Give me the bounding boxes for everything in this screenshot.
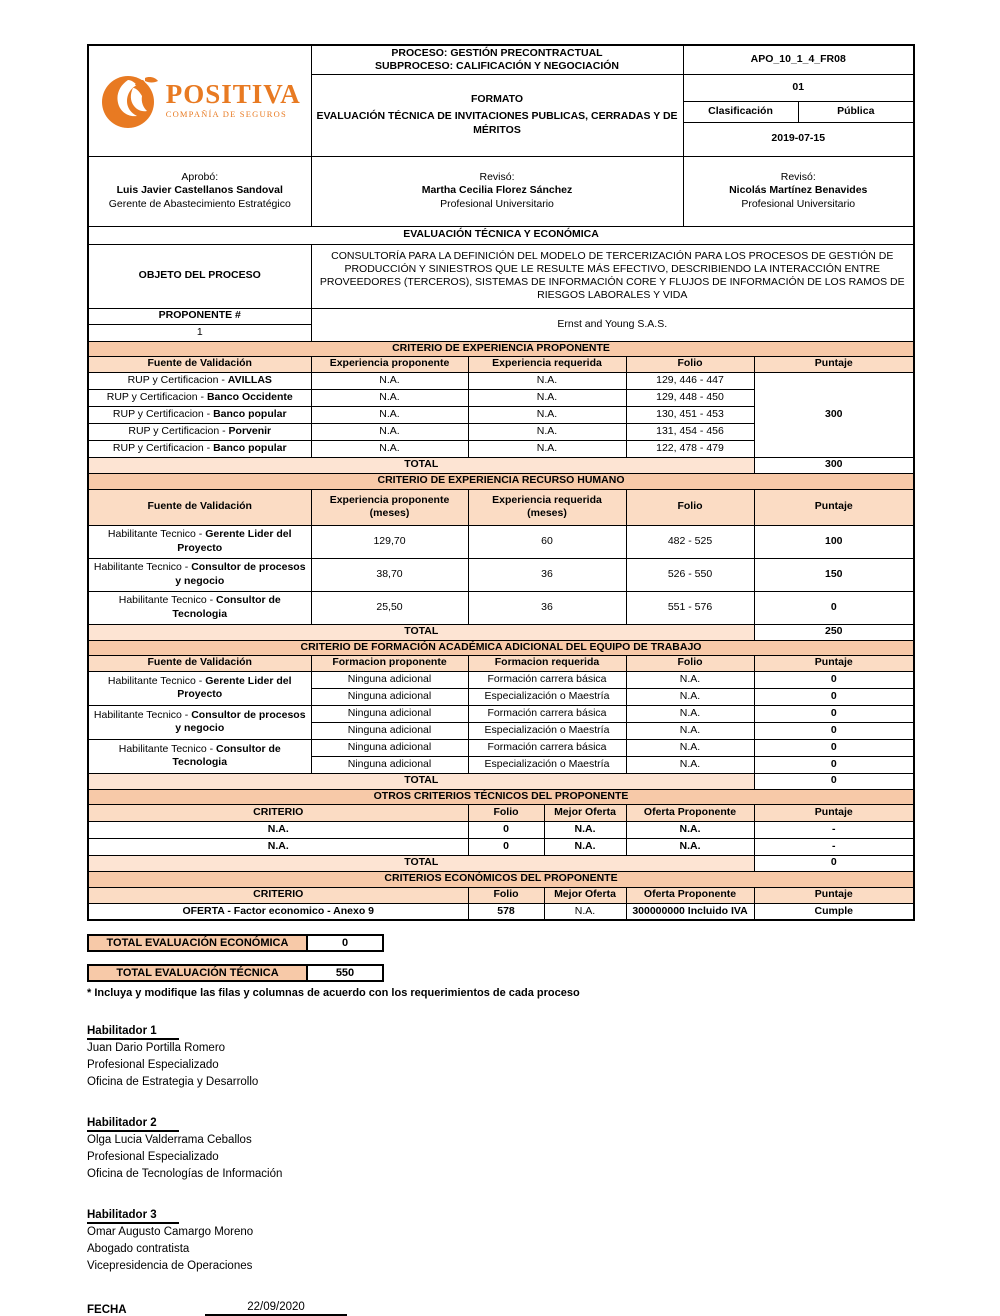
total-label: TOTAL xyxy=(88,855,754,871)
format-version: 01 xyxy=(683,74,914,101)
total-tecnica-label: TOTAL EVALUACIÓN TÉCNICA xyxy=(87,964,308,982)
footnote: * Incluya y modifique las filas y columnas de acuerdo con los requerimientos de cada proceso xyxy=(87,987,580,999)
fuente-prefix: Habilitante Tecnico - xyxy=(107,528,206,541)
total-tecnica-row xyxy=(87,964,913,982)
fuente-cell xyxy=(88,406,311,423)
exp-prop-cell: N.A. xyxy=(311,440,468,457)
puntaje-merged-cell: 300 xyxy=(754,372,914,457)
fuente-bold: Consultor de procesos y negocio xyxy=(175,708,306,734)
fuente-bold: Banco popular xyxy=(213,407,287,420)
proponente-label: PROPONENTE # xyxy=(88,308,311,324)
fuente-bold: Porvenir xyxy=(228,424,272,437)
fuente-cell xyxy=(88,671,311,705)
total-economica-row xyxy=(87,934,913,952)
folio-cell: 122, 478 - 479 xyxy=(626,440,754,457)
exp-req-cell: 36 xyxy=(468,558,626,591)
formacion-prop-cell: Ninguna adicional xyxy=(311,756,468,773)
column-header: Experiencia proponente (meses) xyxy=(311,489,468,525)
folio-cell: 0 xyxy=(468,821,544,838)
signature-title: Gerente de Abastecimiento Estratégico xyxy=(108,197,291,210)
fuente-prefix: Habilitante Tecnico - xyxy=(118,742,217,755)
puntaje-cell: 150 xyxy=(754,558,914,591)
mejor-oferta-cell: N.A. xyxy=(544,838,626,855)
column-header: Oferta Proponente xyxy=(626,804,754,821)
column-header: Fuente de Validación xyxy=(88,356,311,372)
folio-cell: 130, 451 - 453 xyxy=(626,406,754,423)
format-title-cell xyxy=(311,74,683,156)
folio-cell: 482 - 525 xyxy=(626,525,754,558)
folio-cell: 129, 446 - 447 xyxy=(626,372,754,389)
column-header: Fuente de Validación xyxy=(88,489,311,525)
habilitador-title: Profesional Especializado xyxy=(87,1059,219,1071)
total-value: 0 xyxy=(754,855,914,871)
logo-cell xyxy=(88,45,311,156)
habilitador-title: Abogado contratista xyxy=(87,1243,190,1255)
section-exp-proponente: CRITERIO DE EXPERIENCIA PROPONENTE xyxy=(88,341,914,356)
exp-req-cell: N.A. xyxy=(468,423,626,440)
folio-cell: 551 - 576 xyxy=(626,591,754,624)
brand-name: POSITIVA xyxy=(165,79,301,110)
fuente-prefix: Habilitante Tecnico - xyxy=(118,594,217,607)
fuente-bold: Consultor de procesos y negocio xyxy=(175,561,306,587)
fuente-prefix: RUP y Certificacion - xyxy=(106,390,207,403)
formacion-prop-cell: Ninguna adicional xyxy=(311,739,468,756)
signature-role: Revisó: xyxy=(780,171,816,184)
fecha-label: FECHA xyxy=(87,1304,127,1316)
signature-name: Nicolás Martínez Benavides xyxy=(729,184,868,197)
fuente-bold: Consultor de Tecnologia xyxy=(172,742,281,768)
format-date: 2019-07-15 xyxy=(683,122,914,156)
column-header: Puntaje xyxy=(754,887,914,903)
puntaje-cell: 0 xyxy=(754,671,914,688)
fuente-cell xyxy=(88,440,311,457)
total-economica-label: TOTAL EVALUACIÓN ECONÓMICA xyxy=(87,934,308,952)
oferta-proponente-cell: N.A. xyxy=(626,821,754,838)
total-tecnica-value: 550 xyxy=(308,964,384,982)
column-header: Puntaje xyxy=(754,655,914,671)
exp-prop-cell: N.A. xyxy=(311,406,468,423)
total-label: TOTAL xyxy=(88,624,754,640)
fuente-cell xyxy=(88,558,311,591)
signature-role: Aprobó: xyxy=(181,171,219,184)
total-value: 300 xyxy=(754,457,914,473)
signature-aprobo xyxy=(88,156,311,226)
column-header: Folio xyxy=(468,887,544,903)
folio-cell: 578 xyxy=(468,903,544,920)
habilitador-block xyxy=(87,1205,913,1275)
signature-name: Martha Cecilia Florez Sánchez xyxy=(421,184,573,197)
column-header: Experiencia proponente xyxy=(311,356,468,372)
column-header: Puntaje xyxy=(754,804,914,821)
puntaje-cell: - xyxy=(754,821,914,838)
habilitador-block xyxy=(87,1113,913,1183)
folio-cell: N.A. xyxy=(626,739,754,756)
section-economicos: CRITERIOS ECONÓMICOS DEL PROPONENTE xyxy=(88,871,914,887)
column-header: CRITERIO xyxy=(88,804,468,821)
fuente-prefix: RUP y Certificacion - xyxy=(128,424,229,437)
section-formacion: CRITERIO DE FORMACIÓN ACADÉMICA ADICIONAL DEL EQUIPO DE TRABAJO xyxy=(88,640,914,655)
fuente-cell xyxy=(88,739,311,773)
positiva-logo xyxy=(92,70,308,132)
column-header: Oferta Proponente xyxy=(626,887,754,903)
signature-title: Profesional Universitario xyxy=(741,197,856,210)
fuente-cell xyxy=(88,423,311,440)
exp-prop-cell: 38,70 xyxy=(311,558,468,591)
proponente-number: 1 xyxy=(88,324,311,341)
habilitador-name: Olga Lucia Valderrama Ceballos xyxy=(87,1134,252,1146)
fuente-bold: Gerente Lider del Proyecto xyxy=(177,528,292,554)
section-exp-rrhh: CRITERIO DE EXPERIENCIA RECURSO HUMANO xyxy=(88,473,914,489)
formacion-prop-cell: Ninguna adicional xyxy=(311,671,468,688)
column-header: Formacion requerida xyxy=(468,655,626,671)
signature-role: Revisó: xyxy=(479,171,515,184)
fuente-prefix: Habilitante Tecnico - xyxy=(93,708,192,721)
exp-prop-cell: N.A. xyxy=(311,423,468,440)
folio-cell: 0 xyxy=(468,838,544,855)
habilitador-heading: Habilitador 3 xyxy=(87,1209,179,1224)
exp-req-cell: N.A. xyxy=(468,372,626,389)
formacion-prop-cell: Ninguna adicional xyxy=(311,705,468,722)
signature-reviso-2 xyxy=(683,156,914,226)
formacion-req-cell: Formación carrera básica xyxy=(468,671,626,688)
section-otros: OTROS CRITERIOS TÉCNICOS DEL PROPONENTE xyxy=(88,789,914,804)
folio-cell: N.A. xyxy=(626,756,754,773)
formacion-req-cell: Formación carrera básica xyxy=(468,739,626,756)
habilitador-name: Omar Augusto Camargo Moreno xyxy=(87,1226,254,1238)
puntaje-cell: 100 xyxy=(754,525,914,558)
puntaje-cell: 0 xyxy=(754,739,914,756)
column-header: Folio xyxy=(468,804,544,821)
folio-cell: N.A. xyxy=(626,722,754,739)
column-header: Folio xyxy=(626,655,754,671)
habilitador-office: Oficina de Estrategia y Desarrollo xyxy=(87,1076,259,1088)
column-header: Puntaje xyxy=(754,489,914,525)
fuente-prefix: Habilitante Tecnico - xyxy=(93,561,192,574)
puntaje-cell: Cumple xyxy=(754,903,914,920)
folio-cell: 129, 448 - 450 xyxy=(626,389,754,406)
formacion-req-cell: Especialización o Maestría xyxy=(468,756,626,773)
puntaje-cell: - xyxy=(754,838,914,855)
column-header: Experiencia requerida xyxy=(468,356,626,372)
fuente-prefix: Habilitante Tecnico - xyxy=(107,674,206,687)
signature-title: Profesional Universitario xyxy=(440,197,554,210)
total-label: TOTAL xyxy=(88,773,754,789)
total-label: TOTAL xyxy=(88,457,754,473)
exp-req-cell: N.A. xyxy=(468,406,626,423)
habilitador-office: Oficina de Tecnologías de Información xyxy=(87,1168,283,1180)
exp-prop-cell: 25,50 xyxy=(311,591,468,624)
fecha-value: 22/09/2020 xyxy=(205,1301,347,1316)
fuente-prefix: RUP y Certificacion - xyxy=(112,441,214,454)
format-label: FORMATO xyxy=(470,93,524,106)
classification-value: Pública xyxy=(798,101,914,122)
folio-cell: N.A. xyxy=(626,688,754,705)
column-header: CRITERIO xyxy=(88,887,468,903)
puntaje-cell: 0 xyxy=(754,705,914,722)
fuente-cell xyxy=(88,591,311,624)
habilitador-title: Profesional Especializado xyxy=(87,1151,219,1163)
band-title: EVALUACIÓN TÉCNICA Y ECONÓMICA xyxy=(88,226,914,244)
exp-prop-cell: N.A. xyxy=(311,389,468,406)
form-sheet xyxy=(87,44,913,1316)
exp-req-cell: N.A. xyxy=(468,389,626,406)
oferta-proponente-cell: 300000000 Incluido IVA xyxy=(626,903,754,920)
process-header xyxy=(311,45,683,74)
mejor-oferta-cell: N.A. xyxy=(544,903,626,920)
fuente-cell xyxy=(88,389,311,406)
column-header: Experiencia requerida (meses) xyxy=(468,489,626,525)
exp-req-cell: 36 xyxy=(468,591,626,624)
objeto-label: OBJETO DEL PROCESO xyxy=(88,244,311,308)
classification-label: Clasificación xyxy=(683,101,798,122)
fuente-bold: Banco popular xyxy=(213,441,287,454)
folio-cell: 131, 454 - 456 xyxy=(626,423,754,440)
puntaje-cell: 0 xyxy=(754,688,914,705)
formacion-prop-cell: Ninguna adicional xyxy=(311,722,468,739)
oferta-proponente-cell: N.A. xyxy=(626,838,754,855)
exp-prop-cell: 129,70 xyxy=(311,525,468,558)
formacion-req-cell: Especialización o Maestría xyxy=(468,688,626,705)
fuente-cell xyxy=(88,705,311,739)
column-header: Mejor Oferta xyxy=(544,804,626,821)
criterio-cell: N.A. xyxy=(88,821,468,838)
formacion-req-cell: Formación carrera básica xyxy=(468,705,626,722)
fuente-cell xyxy=(88,372,311,389)
habilitador-heading: Habilitador 2 xyxy=(87,1117,179,1132)
column-header: Folio xyxy=(626,489,754,525)
fuente-cell xyxy=(88,525,311,558)
column-header: Formacion proponente xyxy=(311,655,468,671)
column-header: Fuente de Validación xyxy=(88,655,311,671)
signature-reviso-1 xyxy=(311,156,683,226)
page-title: EVALUACIÓN TÉCNICA DE INVITACIONES PUBLICAS, CERRADAS Y DE MÉRITOS xyxy=(316,110,678,136)
fuente-bold: Gerente Lider del Proyecto xyxy=(177,674,292,700)
criterio-cell: OFERTA - Factor economico - Anexo 9 xyxy=(88,903,468,920)
habilitador-heading: Habilitador 1 xyxy=(87,1025,179,1040)
puntaje-cell: 0 xyxy=(754,591,914,624)
proponente-name: Ernst and Young S.A.S. xyxy=(311,308,914,341)
positiva-emblem-icon xyxy=(99,70,161,132)
exp-prop-cell: N.A. xyxy=(311,372,468,389)
criterio-cell: N.A. xyxy=(88,838,468,855)
folio-cell: 526 - 550 xyxy=(626,558,754,591)
column-header: Mejor Oferta xyxy=(544,887,626,903)
subprocess-line: SUBPROCESO: CALIFICACIÓN Y NEGOCIACIÓN xyxy=(374,59,620,72)
fuente-prefix: RUP y Certificacion - xyxy=(112,407,214,420)
exp-req-cell: N.A. xyxy=(468,440,626,457)
total-value: 250 xyxy=(754,624,914,640)
folio-cell: N.A. xyxy=(626,705,754,722)
formacion-req-cell: Especialización o Maestría xyxy=(468,722,626,739)
fuente-bold: AVILLAS xyxy=(227,373,272,386)
puntaje-cell: 0 xyxy=(754,756,914,773)
format-code: APO_10_1_4_FR08 xyxy=(683,45,914,74)
column-header: Folio xyxy=(626,356,754,372)
mejor-oferta-cell: N.A. xyxy=(544,821,626,838)
formacion-prop-cell: Ninguna adicional xyxy=(311,688,468,705)
total-economica-value: 0 xyxy=(308,934,384,952)
habilitador-name: Juan Dario Portilla Romero xyxy=(87,1042,226,1054)
habilitador-block xyxy=(87,1021,913,1091)
fuente-prefix: RUP y Certificacion - xyxy=(127,373,228,386)
column-header: Puntaje xyxy=(754,356,914,372)
fuente-bold: Consultor de Tecnologia xyxy=(172,594,281,620)
fecha-row xyxy=(87,1301,913,1316)
brand-tagline: COMPAÑÍA DE SEGUROS xyxy=(165,109,287,120)
signature-name: Luis Javier Castellanos Sandoval xyxy=(116,184,283,197)
objeto-text: CONSULTORÍA PARA LA DEFINICIÓN DEL MODELO DE TERCERIZACIÓN PARA LOS PROCESOS DE GESTIÓN DE PRODUCCIÓN Y SINIESTROS QUE LE RESULTE MÁS EFECTIVO, DESCRIBIENDO LA INTERACCIÓN ENTRE PROVEEDORES (TERCEROS), SISTEMAS DE INFORMACIÓN CORE Y FLUJOS DE INFORMACIÓN DE LOS RAMOS DE RIESGOS LABORALES Y VIDA xyxy=(311,244,914,308)
folio-cell: N.A. xyxy=(626,671,754,688)
habilitador-office: Vicepresidencia de Operaciones xyxy=(87,1260,253,1272)
fuente-bold: Banco Occidente xyxy=(206,390,293,403)
exp-req-cell: 60 xyxy=(468,525,626,558)
puntaje-cell: 0 xyxy=(754,722,914,739)
evaluation-form-table xyxy=(87,44,915,921)
total-value: 0 xyxy=(754,773,914,789)
process-line: PROCESO: GESTIÓN PRECONTRACTUAL xyxy=(391,46,603,59)
